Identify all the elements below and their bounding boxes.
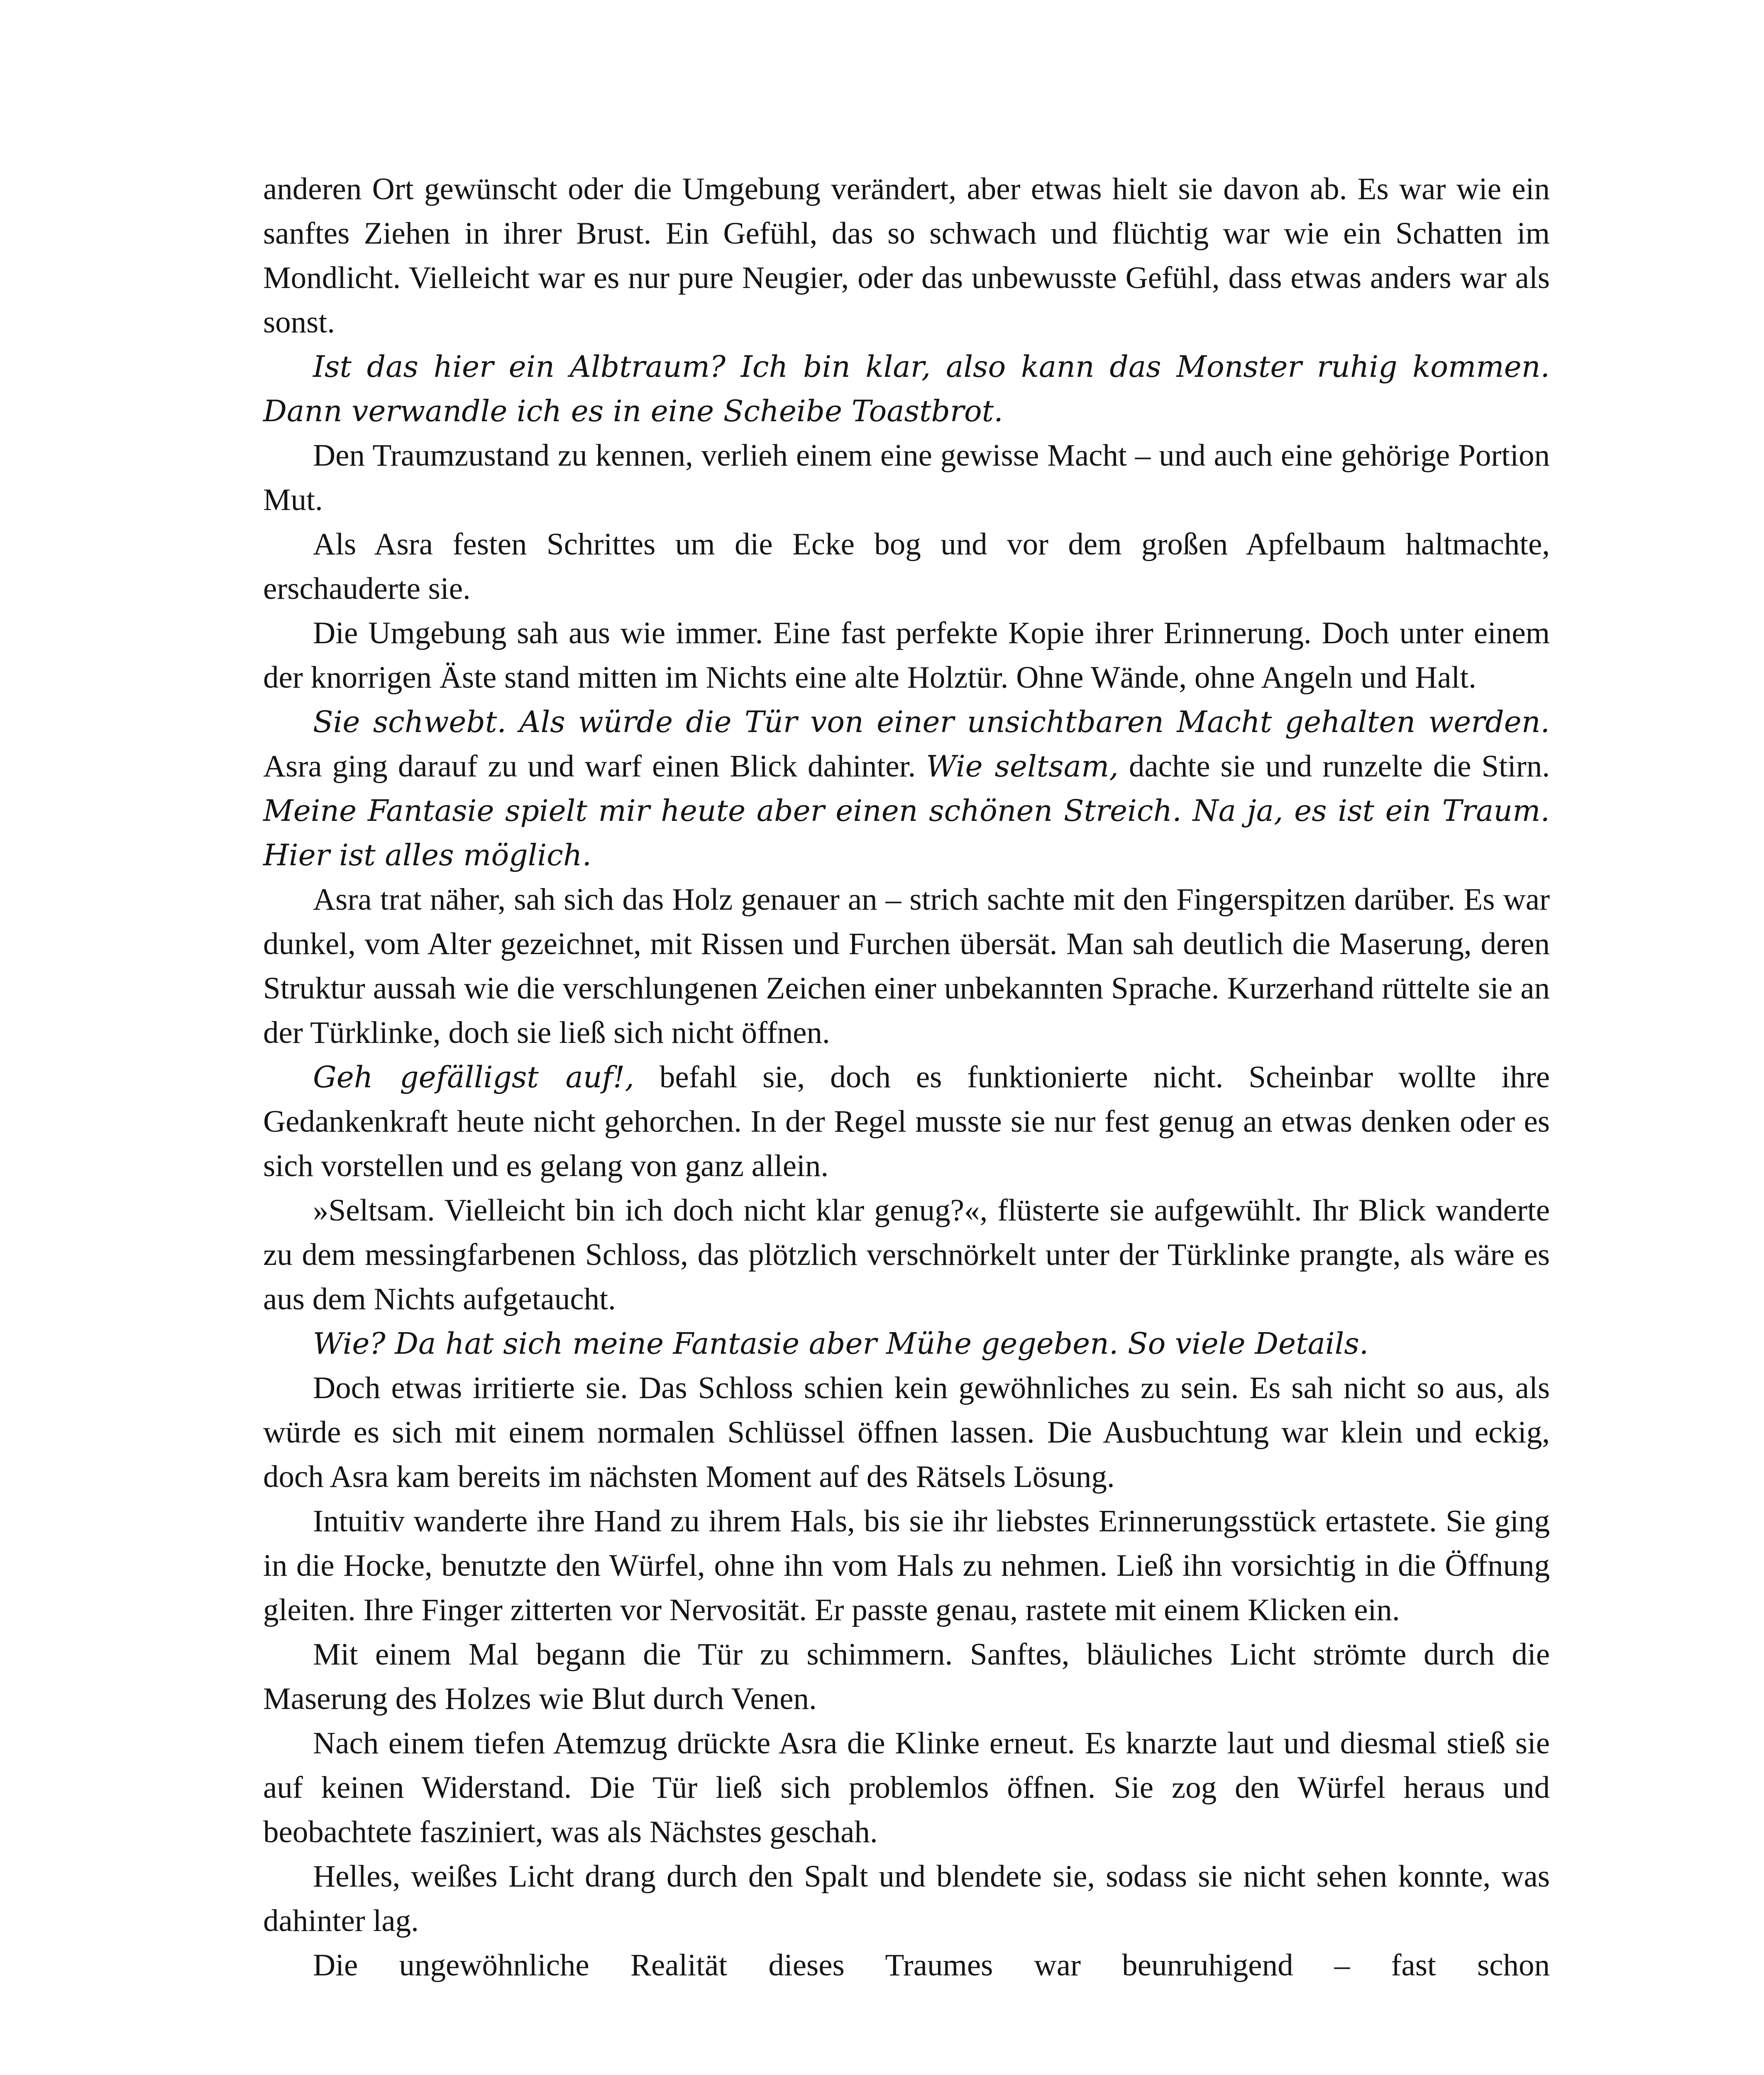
narrative-text: Nach einem tiefen Atemzug drückte Asra die Klinke erneut. Es knarzte laut und diesmal stieß sie auf keinen Widerstand. Die Tür ließ sich problemlos öffnen. Sie zog den Würfel heraus und beobachtete fasziniert, was als Nächstes geschah.	[263, 1726, 1550, 1849]
paragraph	[263, 522, 1550, 611]
paragraph	[263, 877, 1550, 1055]
narrative-text: Als Asra festen Schrittes um die Ecke bog und vor dem großen Apfelbaum haltmachte, erschauderte sie.	[263, 527, 1550, 606]
paragraph	[263, 1499, 1550, 1632]
body-text	[263, 167, 1550, 1987]
narrative-text: anderen Ort gewünscht oder die Umgebung verändert, aber etwas hielt sie davon ab. Es war wie ein sanftes Ziehen in ihrer Brust. Ein Gefühl, das so schwach und flüchtig war wie ein Schatten im Mondlicht. Vielleicht war es nur pure Neugier, oder das unbewusste Gefühl, dass etwas anders war als sonst.	[263, 172, 1550, 339]
paragraph	[263, 344, 1550, 433]
paragraph	[263, 1321, 1550, 1366]
narrative-text: dachte sie und runzelte die Stirn.	[1118, 749, 1550, 784]
narrative-text: Asra ging darauf zu und warf einen Blick dahinter.	[263, 749, 926, 784]
paragraph	[263, 433, 1550, 522]
paragraph	[263, 611, 1550, 700]
paragraph	[263, 1055, 1550, 1188]
narrative-text: befahl sie, doch es funktionierte nicht. Scheinbar wollte ihre Gedankenkraft heute nicht gehorchen. In der Regel musste sie nur fest genug an etwas denken oder es sich vorstellen und es gelang von ganz allein.	[263, 1060, 1550, 1183]
narrative-text: Mit einem Mal begann die Tür zu schimmern. Sanftes, bläuliches Licht strömte durch die Maserung des Holzes wie Blut durch Venen.	[263, 1637, 1550, 1716]
italic-thought-text: Ist das hier ein Albtraum? Ich bin klar, also kann das Monster ruhig kommen. Dann verwandle ich es in eine Scheibe Toastbrot.	[263, 349, 1550, 428]
paragraph	[263, 1632, 1550, 1721]
narrative-text: Den Traumzustand zu kennen, verlieh einem eine gewisse Macht – und auch eine gehörige Portion Mut.	[263, 438, 1550, 517]
paragraph	[263, 167, 1550, 344]
narrative-text: Die ungewöhnliche Realität dieses Traumes war beunruhigend – fast schon	[313, 1948, 1550, 1982]
italic-thought-text: Geh gefälligst auf!,	[313, 1060, 634, 1094]
paragraph	[263, 1943, 1550, 1987]
narrative-text: Intuitiv wanderte ihre Hand zu ihrem Hals, bis sie ihr liebstes Erinnerungsstück ertastete. Sie ging in die Hocke, benutzte den Würfel, ohne ihn vom Hals zu nehmen. Ließ ihn vorsichtig in die Öffnung gleiten. Ihre Finger zitterten vor Nervosität. Er passte genau, rastete mit einem Klicken ein.	[263, 1504, 1550, 1627]
paragraph	[263, 1188, 1550, 1321]
italic-thought-text: Sie schwebt. Als würde die Tür von einer unsichtbaren Macht gehalten werden.	[313, 705, 1550, 739]
italic-thought-text: Wie? Da hat sich meine Fantasie aber Mühe gegeben. So viele Details.	[313, 1326, 1369, 1361]
italic-thought-text: Wie seltsam,	[926, 749, 1119, 784]
paragraph	[263, 1854, 1550, 1943]
narrative-text: Helles, weißes Licht drang durch den Spalt und blendete sie, sodass sie nicht sehen konnte, was dahinter lag.	[263, 1859, 1550, 1938]
paragraph	[263, 1366, 1550, 1499]
narrative-text: Asra trat näher, sah sich das Holz genauer an – strich sachte mit den Fingerspitzen darüber. Es war dunkel, vom Alter gezeichnet, mit Rissen und Furchen übersät. Man sah deutlich die Maserung, deren Struktur aussah wie die verschlungenen Zeichen einer unbekannten Sprache. Kurzerhand rüttelte sie an der Türklinke, doch sie ließ sich nicht öffnen.	[263, 882, 1550, 1050]
paragraph	[263, 700, 1550, 877]
italic-thought-text: Meine Fantasie spielt mir heute aber einen schönen Streich. Na ja, es ist ein Traum. Hier ist alles möglich.	[263, 793, 1550, 872]
narrative-text: »Seltsam. Vielleicht bin ich doch nicht klar genug?«, flüsterte sie aufgewühlt. Ihr Blick wanderte zu dem messingfarbenen Schloss, das plötzlich verschnörkelt unter der Türklinke prangte, als wäre es aus dem Nichts aufgetaucht.	[263, 1193, 1550, 1316]
narrative-text: Doch etwas irritierte sie. Das Schloss schien kein gewöhnliches zu sein. Es sah nicht so aus, als würde es sich mit einem normalen Schlüssel öffnen lassen. Die Ausbuchtung war klein und eckig, doch Asra kam bereits im nächsten Moment auf des Rätsels Lösung.	[263, 1371, 1550, 1494]
paragraph	[263, 1721, 1550, 1854]
narrative-text: Die Umgebung sah aus wie immer. Eine fast perfekte Kopie ihrer Erinnerung. Doch unter einem der knorrigen Äste stand mitten im Nichts eine alte Holztür. Ohne Wände, ohne Angeln und Halt.	[263, 616, 1550, 695]
